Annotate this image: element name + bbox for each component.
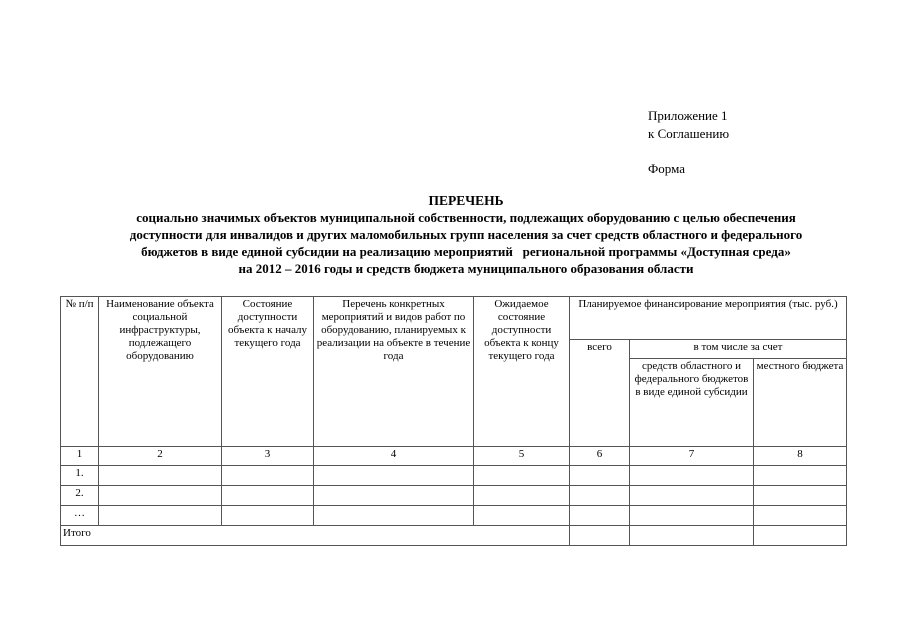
header-including: в том числе за счет [630, 340, 847, 359]
column-number: 4 [314, 447, 474, 466]
objects-table [60, 296, 847, 546]
document-title: ПЕРЕЧЕНЬ [428, 193, 504, 208]
table-cell [314, 486, 474, 506]
table-cell [99, 506, 222, 526]
column-number: 2 [99, 447, 222, 466]
table-cell [570, 486, 630, 506]
appendix-block [648, 107, 729, 178]
table-cell [99, 466, 222, 486]
header-planned-financing: Планируемое финансирование мероприятия (тыс. руб.) [570, 297, 847, 340]
heading-line-4: на 2012 – 2016 годы и средств бюджета муниципального образования области [238, 261, 694, 276]
column-number: 1 [61, 447, 99, 466]
table-cell [754, 486, 847, 506]
row-number: 2. [61, 486, 99, 506]
table-cell [630, 506, 754, 526]
header-planned-measures: Перечень конкретных мероприятий и видов работ по оборудованию, планируемых к реализации на объекте в течение года [314, 297, 474, 447]
document-heading [60, 192, 872, 277]
appendix-agreement-ref: к Соглашению [648, 126, 730, 141]
header-expected-accessibility: Ожидаемое состояние доступности объекта к концу текущего года [474, 297, 570, 447]
heading-line-2: доступности для инвалидов и других маломобильных групп населения за счет средств областного и федерального [129, 227, 803, 242]
column-number: 5 [474, 447, 570, 466]
table-row [61, 506, 847, 526]
table-cell [222, 486, 314, 506]
table-cell [630, 466, 754, 486]
table-cell [222, 506, 314, 526]
total-row [61, 526, 847, 546]
table-cell [570, 506, 630, 526]
table-cell [630, 526, 754, 546]
table-row [61, 466, 847, 486]
table-cell [314, 506, 474, 526]
table-cell [570, 466, 630, 486]
column-numbers-row [61, 447, 847, 466]
heading-line-1: социально значимых объектов муниципальной собственности, подлежащих оборудованию с целью обеспечения [136, 210, 796, 225]
column-number: 3 [222, 447, 314, 466]
header-row-number: № п/п [61, 297, 99, 447]
header-local-budget: местного бюджета [754, 359, 847, 447]
table-cell [474, 506, 570, 526]
appendix-number: Приложение 1 [648, 108, 728, 123]
column-number: 8 [754, 447, 847, 466]
table-cell [754, 506, 847, 526]
table-cell [570, 526, 630, 546]
table-cell [474, 466, 570, 486]
header-total: всего [570, 340, 630, 447]
table-cell [754, 526, 847, 546]
row-number: … [61, 506, 99, 526]
column-number: 7 [630, 447, 754, 466]
table-row [61, 486, 847, 506]
table-cell [754, 466, 847, 486]
header-initial-accessibility: Состояние доступности объекта к началу текущего года [222, 297, 314, 447]
table-cell [314, 466, 474, 486]
table-cell [474, 486, 570, 506]
table-cell [99, 486, 222, 506]
table-cell [630, 486, 754, 506]
table-cell [222, 466, 314, 486]
form-label: Форма [648, 161, 685, 176]
header-object-name: Наименование объекта социальной инфраструктуры, подлежащего оборудованию [99, 297, 222, 447]
heading-line-3: бюджетов в виде единой субсидии на реализацию мероприятий региональной программы «Доступная среда» [141, 244, 791, 259]
column-number: 6 [570, 447, 630, 466]
header-regional-federal-subsidy: средств областного и федерального бюджетов в виде единой субсидии [630, 359, 754, 447]
row-number: 1. [61, 466, 99, 486]
total-label: Итого [61, 526, 570, 546]
